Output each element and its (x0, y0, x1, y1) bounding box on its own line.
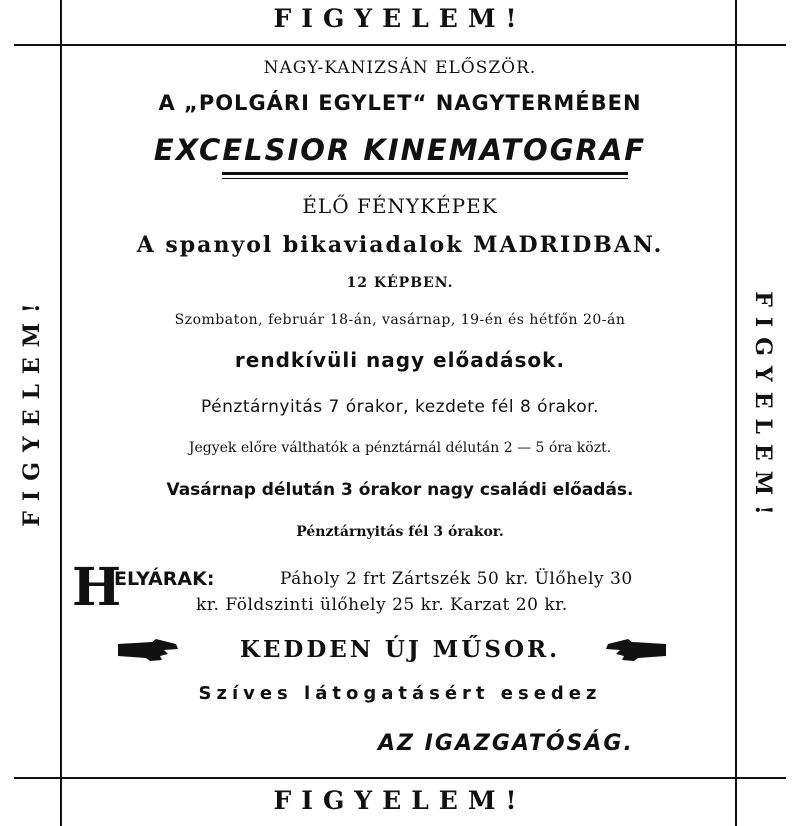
feature-line: A spanyol bikaviadalok MADRIDBAN. (136, 232, 664, 258)
pictures-line: 12 KÉPBEN. (346, 275, 454, 291)
new-program-line: KEDDEN ÚJ MŰSOR. (239, 636, 561, 663)
prices-line-1: Páholy 2 frt Zártszék 50 kr. Ülőhely 30 (280, 569, 633, 589)
intro-line: NAGY-KANIZSÁN ELŐSZÖR. (263, 58, 537, 78)
prices-line-2: kr. Földszinti ülőhely 25 kr. Karzat 20 kr. (196, 595, 568, 615)
subtitle-line: ÉLŐ FÉNYKÉPEK (302, 194, 498, 218)
left-side-banner: FIGYELEM! (19, 293, 45, 527)
closing-line: Szíves látogatásért esedez (198, 683, 602, 704)
special-line: rendkívüli nagy előadások. (234, 348, 566, 372)
advance-line: Jegyek előre válthatók a pénztárnál délután 2 — 5 óra közt. (188, 440, 612, 456)
title-underline-thin (222, 178, 628, 179)
right-side-banner: FIGYELEM! (750, 291, 776, 525)
title-line: EXCELSIOR KINEMATOGRAF (153, 133, 647, 167)
prices-label: ELYÁRAK: (114, 568, 215, 590)
sunday-box-line: Pénztárnyitás fél 3 órakor. (296, 524, 504, 540)
prices-initial: H (72, 557, 122, 618)
title-underline (222, 172, 628, 175)
box-office-line: Pénztárnyitás 7 órakor, kezdete fél 8 órakor. (201, 397, 599, 417)
top-rule (14, 44, 786, 46)
venue-line: A „POLGÁRI EGYLET“ NAGYTERMÉBEN (158, 91, 642, 115)
bottom-rule (14, 777, 786, 779)
signature-line: AZ IGAZGATÓSÁG. (378, 731, 634, 756)
sunday-line: Vasárnap délután 3 órakor nagy családi előadás. (166, 480, 634, 500)
bottom-banner: FIGYELEM! (273, 786, 527, 815)
top-banner: FIGYELEM! (273, 4, 527, 33)
dates-line: Szombaton, február 18-án, vasárnap, 19-én és hétfőn 20-án (174, 312, 626, 328)
